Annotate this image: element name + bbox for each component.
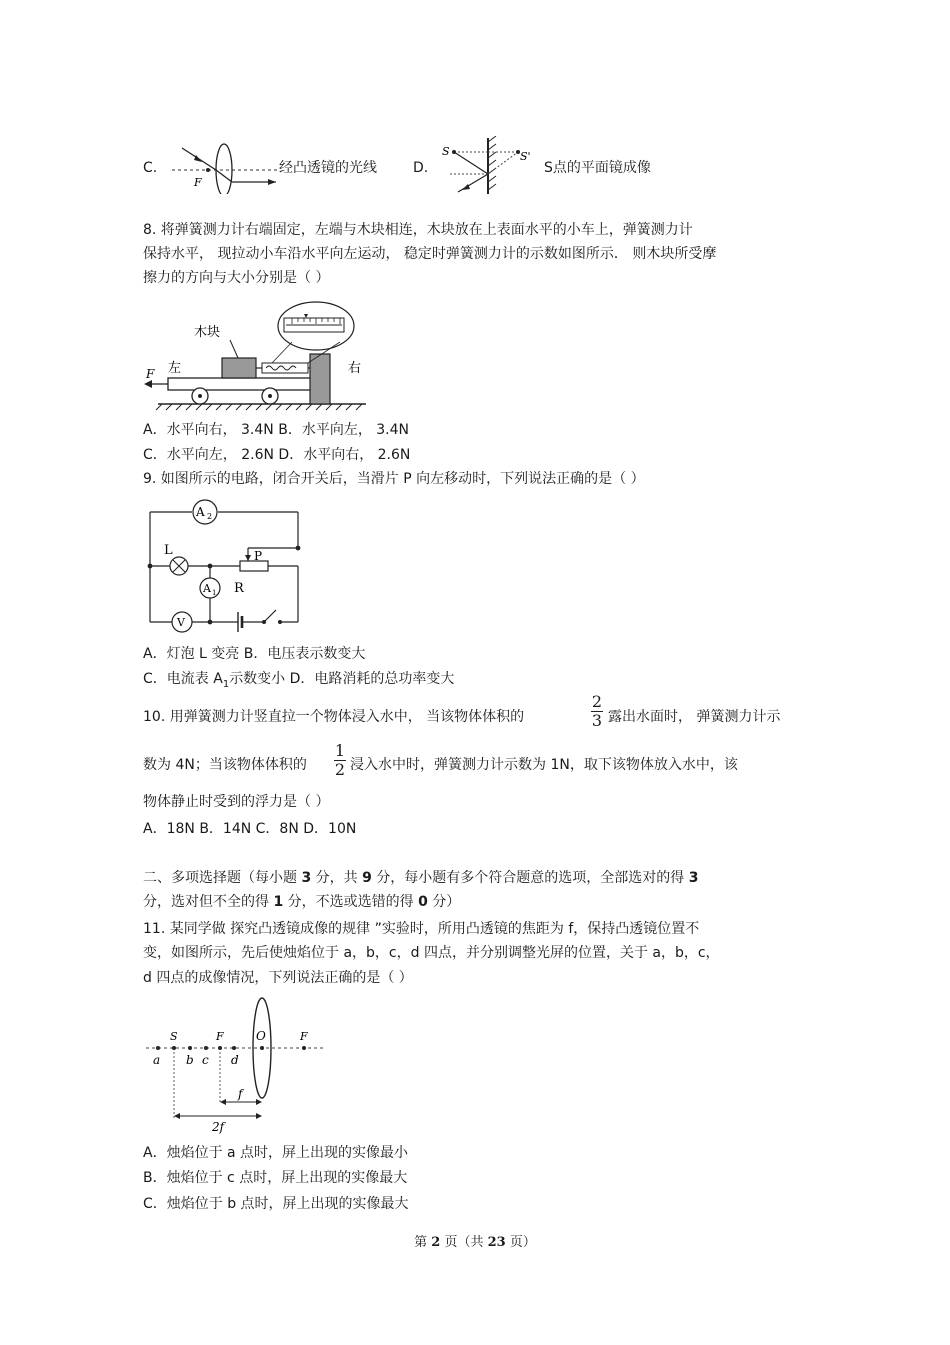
q9-ammeter-a2-sub: 2 bbox=[207, 512, 213, 521]
section2-text-c: 分，每小题有多个符合题意的选项，全部选对的得 bbox=[371, 870, 689, 886]
q10-frac2-denominator: 2 bbox=[334, 760, 346, 779]
page-footer bbox=[0, 1231, 950, 1250]
q10-options: A．18N B．14N C．8N D．10N bbox=[143, 821, 357, 837]
q10-part1: 10. 用弹簧测力计竖直拉一个物体浸入水中， 当该物体体积的 bbox=[143, 709, 525, 725]
q9-stem: 9. 如图所示的电路，闭合开关后，当滑片 P 向左移动时，下列说法正确的是（ ） bbox=[143, 471, 645, 487]
q10-part3: 数为 4N；当该物体体积的 bbox=[143, 757, 307, 773]
section2-points-partial: 1 bbox=[273, 894, 284, 910]
q7-plane-mirror-figure bbox=[440, 136, 540, 196]
q7-option-c-label: C. bbox=[143, 160, 158, 176]
q11-option-c: C．烛焰位于 b 点时，屏上出现的实像最大 bbox=[143, 1196, 409, 1212]
section2-text-e: 分，不选或选错的得 bbox=[283, 894, 419, 910]
q11-focus-left-label: F bbox=[216, 1030, 224, 1043]
footer-suffix: 页） bbox=[505, 1235, 536, 1250]
section2-points-wrong: 0 bbox=[418, 894, 428, 910]
q9-ammeter-a2-letter: A bbox=[196, 505, 205, 519]
q7-d-image-label: S' bbox=[520, 150, 531, 163]
q11-stem-line2: 变，如图所示，先后使烛焰位于 a，b，c，d 四点，并分别调整光屏的位置，关于 a，b，c， bbox=[143, 945, 720, 961]
q9-option-c-rest: 示数变小 D．电路消耗的总功率变大 bbox=[229, 671, 455, 687]
q11-point-a-label: a bbox=[153, 1053, 161, 1067]
footer-middle: 页（共 bbox=[440, 1235, 488, 1250]
q9-options-ab: A．灯泡 L 变亮 B．电压表示数变大 bbox=[143, 646, 366, 662]
q8-right-label: 右 bbox=[348, 361, 362, 376]
section2-points-total: 9 bbox=[362, 870, 372, 886]
q11-point-d-label: d bbox=[231, 1053, 239, 1067]
q10-frac1-denominator: 3 bbox=[591, 711, 603, 730]
footer-page-number: 2 bbox=[431, 1235, 441, 1250]
q9-ammeter-a1-sub: 1 bbox=[212, 589, 217, 597]
q8-spring-scale-cart-figure bbox=[144, 300, 368, 412]
q10-frac2-numerator: 1 bbox=[334, 741, 346, 760]
footer-prefix: 第 bbox=[414, 1235, 432, 1250]
q11-stem-line3: d 四点的成像情况，下列说法正确的是（ ） bbox=[143, 970, 413, 986]
q9-circuit-figure bbox=[144, 498, 306, 638]
section2-text-b: 分，共 bbox=[311, 870, 363, 886]
q8-stem-line1: 8. 将弹簧测力计右端固定，左端与木块相连，木块放在上表面水平的小车上，弹簧测力计 bbox=[143, 222, 693, 238]
q7-option-c-text: 经凸透镜的光线 bbox=[279, 160, 377, 176]
q8-stem-line2: 保持水平， 现拉动小车沿水平向左运动， 稳定时弹簧测力计的示数如图所示． 则木块所受摩 bbox=[143, 246, 717, 262]
q9-ammeter-a1-letter: A bbox=[203, 582, 211, 595]
q9-voltmeter-label: V bbox=[177, 616, 185, 629]
q9-resistor-label: R bbox=[234, 581, 244, 596]
q8-options-ab: A．水平向右， 3.4N B．水平向左， 3.4N bbox=[143, 422, 410, 438]
q11-optical-center-label: O bbox=[256, 1029, 266, 1043]
q9-lamp-label: L bbox=[164, 543, 173, 558]
q10-fraction-one-half bbox=[334, 743, 346, 778]
section2-points-full: 3 bbox=[688, 870, 699, 886]
section2-heading-line2 bbox=[143, 893, 460, 911]
q11-twice-focal-label: 2f bbox=[212, 1120, 225, 1134]
q11-stem-line1: 11. 某同学做 探究凸透镜成像的规律 ”实验时，所用凸透镜的焦距为 f，保持凸透镜位置不 bbox=[143, 921, 700, 937]
q7-option-d-text: S点的平面镜成像 bbox=[544, 160, 651, 176]
q8-options-cd: C．水平向左， 2.6N D．水平向右， 2.6N bbox=[143, 447, 411, 463]
q11-point-c-label: c bbox=[202, 1053, 209, 1067]
section2-points-each: 3 bbox=[301, 870, 312, 886]
q11-focus-right-label: F bbox=[300, 1030, 308, 1043]
section2-text-d: 分，选对但不全的得 bbox=[143, 894, 274, 910]
q9-option-c-text: C．电流表 A bbox=[143, 671, 223, 687]
q9-options-cd bbox=[143, 670, 454, 694]
q8-block-label: 木块 bbox=[194, 325, 221, 340]
q11-option-a: A．烛焰位于 a 点时，屏上出现的实像最小 bbox=[143, 1145, 409, 1161]
q11-point-b-label: b bbox=[186, 1053, 194, 1067]
q11-option-b: B．烛焰位于 c 点时，屏上出现的实像最大 bbox=[143, 1170, 408, 1186]
q10-part2: 露出水面时， 弹簧测力计示 bbox=[608, 709, 781, 725]
q7-d-source-label: S bbox=[442, 145, 450, 158]
q9-slider-label: P bbox=[254, 549, 263, 563]
q10-part5: 物体静止时受到的浮力是（ ） bbox=[143, 794, 330, 810]
q8-stem-line3: 擦力的方向与大小分别是（ ） bbox=[143, 270, 330, 286]
q10-part4: 浸入水中时，弹簧测力计示数为 1N，取下该物体放入水中，该 bbox=[350, 757, 738, 773]
q11-convex-lens-figure bbox=[146, 996, 328, 1134]
q8-force-label: F bbox=[146, 367, 155, 381]
footer-total-pages: 23 bbox=[487, 1235, 506, 1250]
q8-left-label: 左 bbox=[168, 361, 182, 376]
q11-focal-length-label: f bbox=[238, 1087, 243, 1101]
q7-convex-lens-figure bbox=[172, 138, 280, 194]
q7-c-focus-label: F bbox=[194, 176, 202, 189]
q7-option-d-label: D. bbox=[413, 160, 429, 176]
section2-text-a: 二、多项选择题（每小题 bbox=[143, 870, 302, 886]
q11-point-2f-label: S bbox=[170, 1030, 178, 1043]
q10-frac1-numerator: 2 bbox=[591, 692, 603, 711]
q10-fraction-two-thirds bbox=[591, 694, 603, 729]
section2-text-f: 分） bbox=[427, 894, 461, 910]
section2-heading-line1 bbox=[143, 869, 699, 887]
q9-option-c-subscript: 1 bbox=[222, 678, 230, 690]
